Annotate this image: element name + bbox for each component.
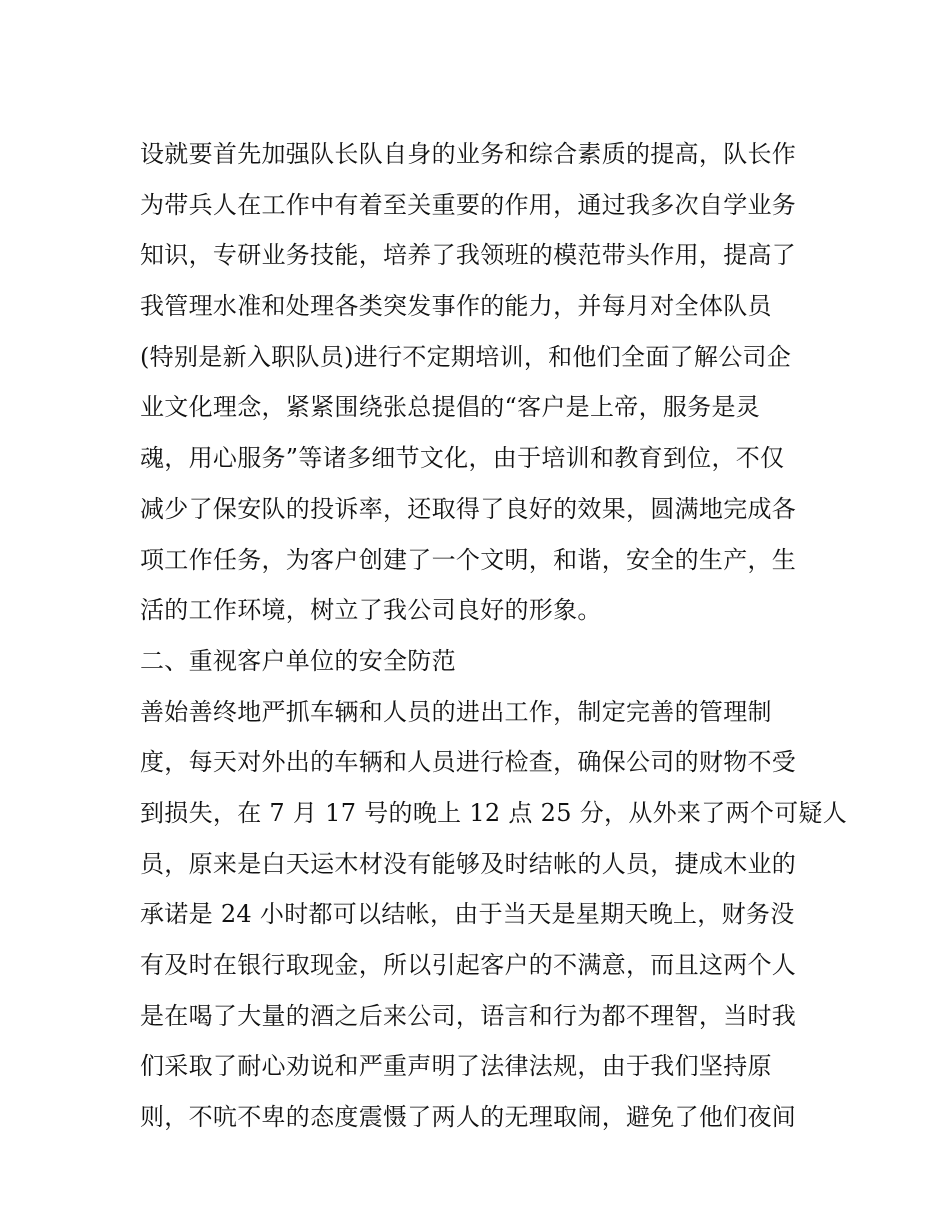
text-line: 承诺是 24 小时都可以结帐，由于当天是星期天晚上，财务没 — [140, 900, 795, 929]
text-line: 业文化理念，紧紧围绕张总提倡的“客户是上帝，服务是灵 — [140, 393, 761, 422]
text-line: 活的工作环境，树立了我公司良好的形象。 — [140, 596, 602, 625]
text-line: 魂，用心服务”等诸多细节文化，由于培训和教育到位，不仅 — [140, 444, 785, 473]
text-line: 度，每天对外出的车辆和人员进行检查，确保公司的财物不受 — [140, 748, 797, 777]
text-line: 为带兵人在工作中有着至关重要的作用，通过我多次自学业务 — [140, 190, 797, 219]
text-line: 知识，专研业务技能，培养了我领班的模范带头作用，提高了 — [140, 241, 797, 270]
text-line: 项工作任务，为客户创建了一个文明，和谐，安全的生产，生 — [140, 545, 797, 574]
text-line: 减少了保安队的投诉率，还取得了良好的效果，圆满地完成各 — [140, 494, 797, 523]
text-line: 们采取了耐心劝说和严重声明了法律法规，由于我们坚持原 — [140, 1052, 772, 1081]
text-line: 则，不吭不卑的态度震慑了两人的无理取闹，避免了他们夜间 — [140, 1103, 797, 1132]
text-line: 员，原来是白天运木材没有能够及时结帐的人员，捷成木业的 — [140, 849, 797, 878]
text-line: 到损失，在 7 月 17 号的晚上 12 点 25 分，从外来了两个可疑人 — [140, 798, 848, 827]
text-line: 有及时在银行取现金，所以引起客户的不满意，而且这两个人 — [140, 951, 797, 979]
text-line: 善始善终地严抓车辆和人员的进出工作，制定完善的管理制 — [140, 697, 772, 726]
section-heading: 二、重视客户单位的安全防范 — [140, 646, 456, 675]
text-line: (特别是新入职队员)进行不定期培训，和他们全面了解公司企 — [140, 342, 792, 371]
text-line: 我管理水准和处理各类突发事作的能力，并每月对全体队员 — [140, 292, 772, 321]
text-line: 是在喝了大量的酒之后来公司，语言和行为都不理智，当时我 — [140, 1001, 797, 1030]
document-body — [140, 129, 848, 1143]
text-line: 设就要首先加强队长队自身的业务和综合素质的提高，队长作 — [140, 140, 797, 168]
